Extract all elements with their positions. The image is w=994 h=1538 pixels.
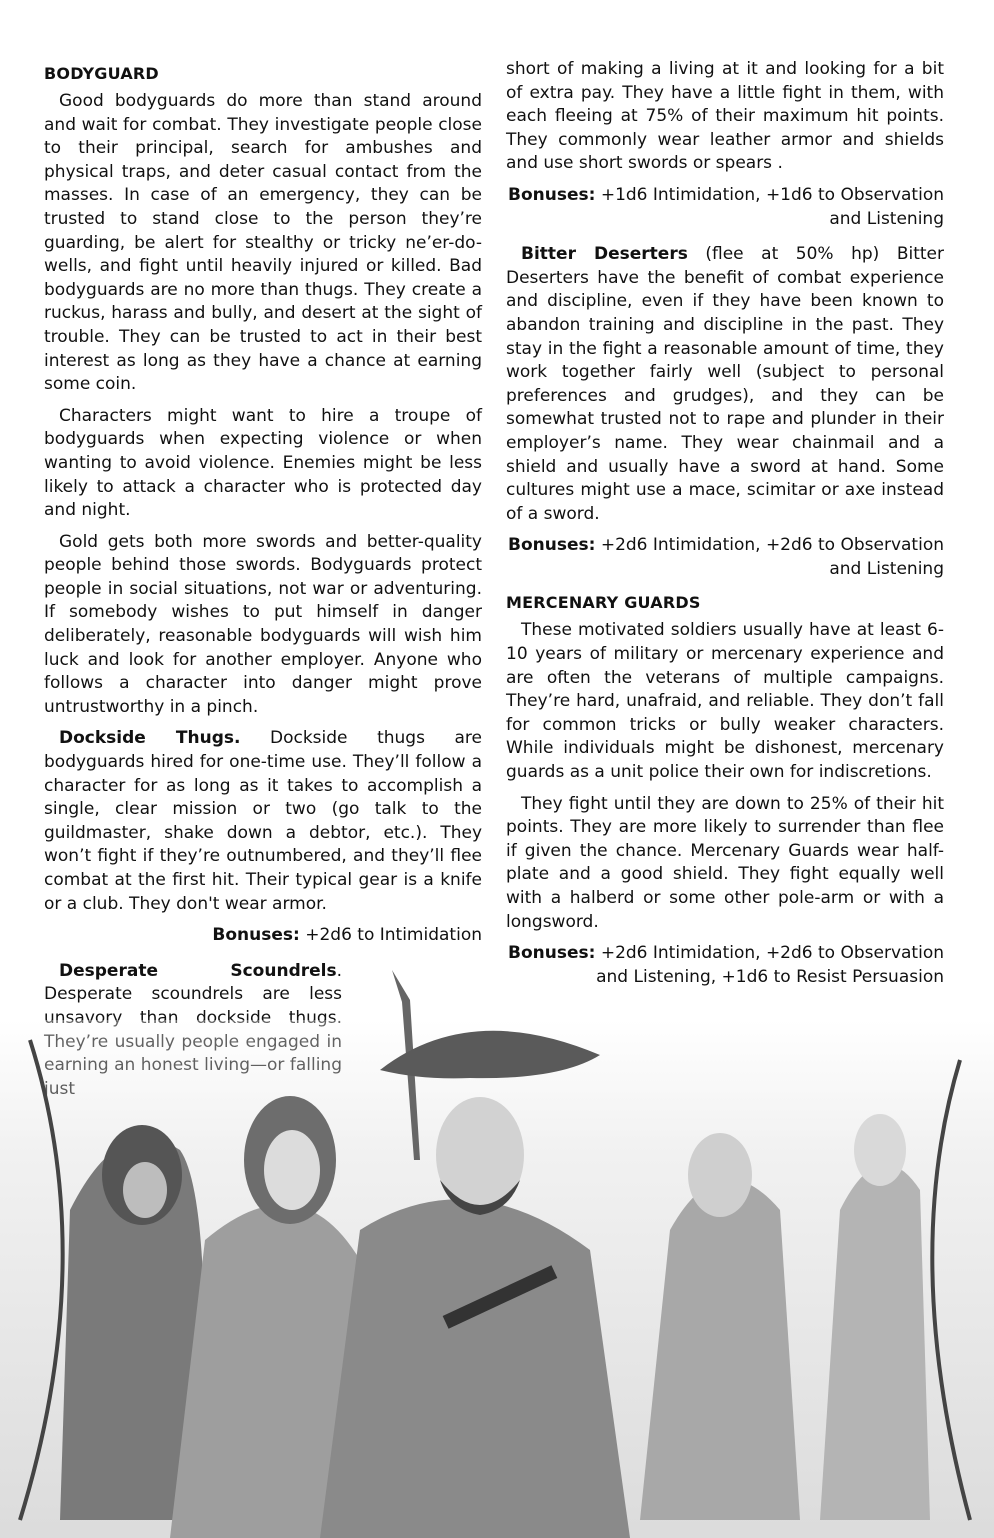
dockside-thugs-paragraph <box>44 727 482 916</box>
bodyguard-paragraph-2: Characters might want to hire a troupe of bodyguards when expecting violence or when wanting to avoid violence. Enemies might be less likely to attack a character who is protected day and night. <box>44 405 482 521</box>
dockside-bonus-label: Bonuses: <box>212 925 300 946</box>
mercenary-group-illustration <box>0 960 994 1538</box>
bodyguard-paragraph-1: Good bodyguards do more than stand around and wait for combat. They investigate people close to their principal, search for ambushes and physical traps, and deter casual contact from the masses. In case of an emergency, they can be trusted to stand close to the person they’re guarding, be alert for stealthy or tricky ne’er-do-wells, and fight until heavily injured or killed. Bad bodyguards are no more than thugs. They create a ruckus, harass and bully, and desert at the sight of trouble. They can be trusted to act in their best interest as long as they have a chance at earning some coin. <box>44 91 482 395</box>
desperate-bonus-label: Bonuses: <box>508 184 596 205</box>
bitter-bonus-text: +2d6 Intimidation, +2d6 to Observation and Listening <box>600 535 944 579</box>
dockside-bonus <box>44 924 482 948</box>
bodyguard-heading: BODYGUARD <box>44 64 159 83</box>
dockside-thugs-title: Dockside Thugs. <box>59 728 241 749</box>
bitter-deserters-title: Bitter Deserters <box>521 244 688 265</box>
mercenary-bonus-text: +2d6 Intimidation, +2d6 to Observation and Listening, +1d6 to Resist Persuasion <box>596 943 944 987</box>
bodyguard-paragraph-3: Gold gets both more swords and better-quality people behind those swords. Bodyguards protect people in social situations, not war or adventuring. If somebody wishes to put himself in danger deliberately, reasonable bodyguards will wish him luck and look for another employer. Anyone who follows a character into danger might prove untrustworthy in a pinch. <box>44 531 482 717</box>
desperate-bonus-text: +1d6 Intimidation, +1d6 to Observation and Listening <box>600 184 944 229</box>
bitter-deserters-text: (flee at 50% hp) Bitter Deserters have the benefit of combat experience and discipline, even if they have been known to abandon training and discipline in the past. They stay in the fight a reasonable amount of time, they work together fairly well (subject to personal preferences and grudges), and they can be somewhat trusted not to rape and plunder in their employer’s name. They wear chainmail and a shield and usually have a sword at hand. Some cultures might use a mace, scimitar or axe instead of a sword. <box>506 244 945 524</box>
dockside-bonus-text: +2d6 to Intimidation <box>305 925 482 946</box>
desperate-scoundrels-continued: short of making a living at it and looking for a bit of extra pay. They have a little fight in them, with each fleeing at 75% of their maximum hit points. They commonly wear leather armor and shields and use short swords or spears . <box>506 59 944 174</box>
bitter-deserters-paragraph <box>506 243 944 526</box>
dockside-thugs-text: Dockside thugs are bodyguards hired for one-time use. They’ll follow a character for as long as it takes to accomplish a single, clear mission or two (go talk to the guildmaster, shake down a debtor, etc.). They won’t fight if they’re outnumbered, and they’ll flee combat at the first hit. Their typical gear is a knife or a club. They don't wear armor. <box>44 728 482 914</box>
left-column <box>44 58 482 1101</box>
bitter-bonus <box>506 534 944 581</box>
mercenary-bonus-label: Bonuses: <box>508 943 596 964</box>
mercenary-paragraph-2: They fight until they are down to 25% of their hit points. They are more likely to surrender than flee if given the chance. Mercenary Guards wear half-plate and a good shield. They fight equally well with a halberd or some other pole-arm or with a longsword. <box>506 793 944 932</box>
right-column <box>506 58 944 1001</box>
mercenary-guards-heading: MERCENARY GUARDS <box>506 593 701 613</box>
mercenary-paragraph-1: These motivated soldiers usually have at least 6-10 years of military or mercenary experience and are often the veterans of multiple campaigns. They’re hard, unafraid, and reliable. They don’t fall for common tricks or bully weaker characters. While individuals might be dishonest, mercenary guards as a unit police their own for indiscretions. <box>506 620 944 783</box>
desperate-scoundrels-title: Desperate Scoundrels <box>59 960 337 981</box>
desperate-bonus <box>506 184 944 231</box>
bitter-bonus-label: Bonuses: <box>508 535 596 556</box>
desperate-scoundrels-text: . Desperate scoundrels are less unsavory than dockside thugs. They’re usually people engaged in earning an honest living—or falling just <box>44 960 342 1099</box>
